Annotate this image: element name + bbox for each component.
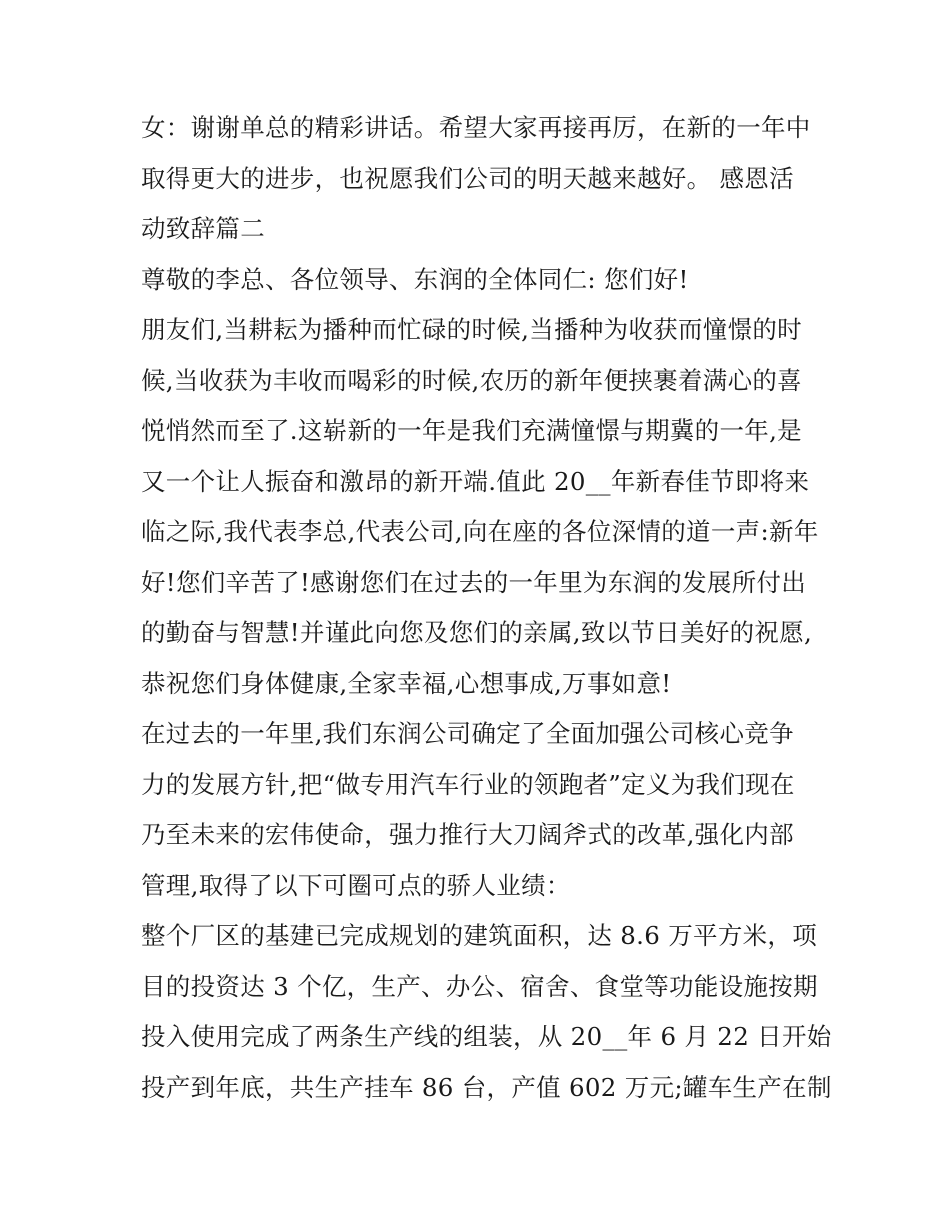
text-line: 乃至未来的宏伟使命，强力推行大刀阔斧式的改革,强化内部 [141, 820, 794, 849]
text-line: 临之际,我代表李总,代表公司,向在座的各位深情的道一声:新年 [141, 517, 819, 546]
text-line: 女：谢谢单总的精彩讲话。希望大家再接再厉，在新的一年中 [141, 113, 811, 142]
text-line: 的勤奋与智慧!并谨此向您及您们的亲属,致以节日美好的祝愿, [141, 618, 813, 647]
text-line: 动致辞篇二 [141, 214, 265, 243]
document-body [141, 103, 832, 1113]
text-line: 目的投资达 3 个亿，生产、办公、宿舍、食堂等功能设施按期 [141, 971, 818, 1001]
text-line: 悦悄然而至了.这崭新的一年是我们充满憧憬与期冀的一年,是 [141, 416, 802, 445]
text-line: 又一个让人振奋和激昂的新开端.值此 20__年新春佳节即将来 [141, 466, 810, 496]
text-line: 好!您们辛苦了!感谢您们在过去的一年里为东润的发展所付出 [141, 567, 807, 597]
text-line: 管理,取得了以下可圈可点的骄人业绩： [141, 870, 571, 900]
text-line: 恭祝您们身体健康,全家幸福,心想事成,万事如意! [141, 668, 672, 698]
text-line: 在过去的一年里,我们东润公司确定了全面加强公司核心竞争 [141, 719, 794, 748]
text-line: 投产到年底，共生产挂车 86 台，产值 602 万元;罐车生产在制 [141, 1072, 832, 1102]
text-line: 整个厂区的基建已完成规划的建筑面积，达 8.6 万平方米，项 [141, 921, 818, 950]
text-line: 取得更大的进步，也祝愿我们公司的明天越来越好。 感恩活 [141, 163, 794, 193]
text-line: 候,当收获为丰收而喝彩的时候,农历的新年便挟裹着满心的喜 [141, 365, 802, 395]
text-line: 尊敬的李总、各位领导、东润的全体同仁: 您们好! [141, 264, 689, 294]
text-line: 投入使用完成了两条生产线的组装，从 20__年 6 月 22 日开始 [141, 1022, 832, 1051]
text-line: 力的发展方针,把“做专用汽车行业的领跑者”定义为我们现在 [141, 769, 795, 799]
text-line: 朋友们,当耕耘为播种而忙碌的时候,当播种为收获而憧憬的时 [141, 315, 802, 344]
